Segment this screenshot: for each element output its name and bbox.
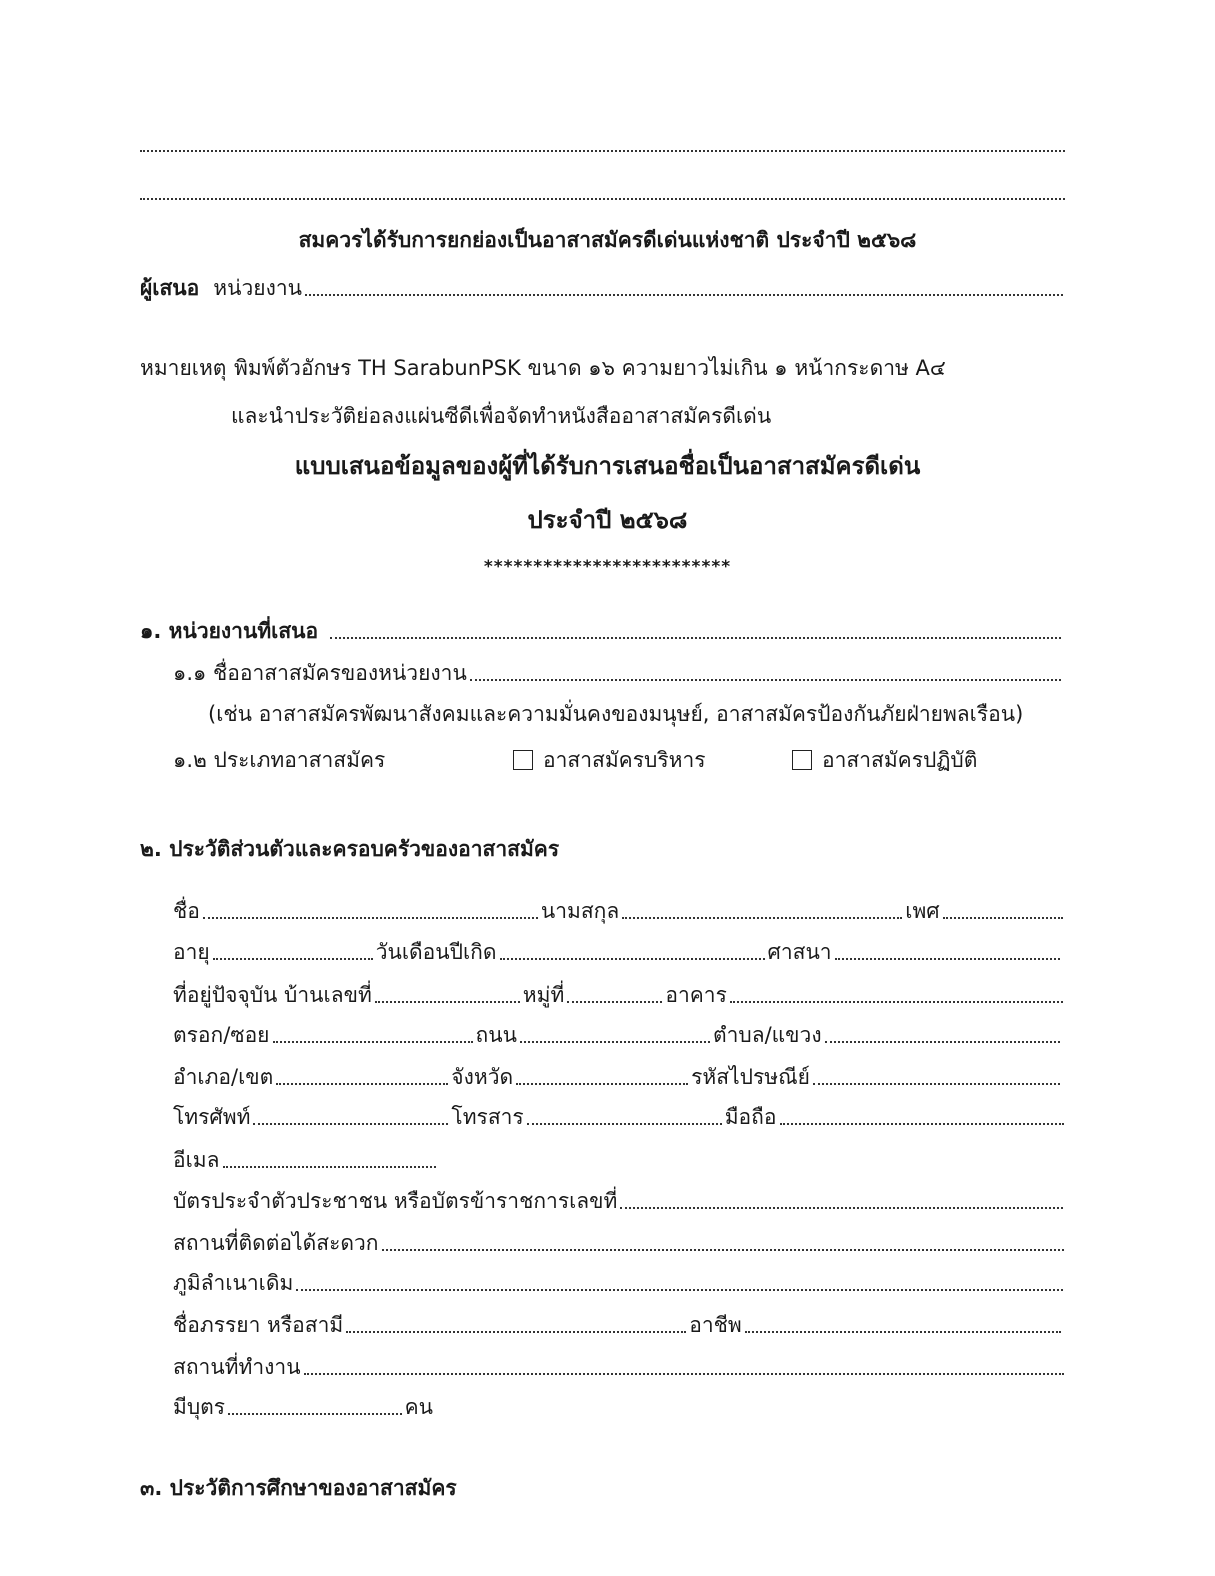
name-row [173, 897, 1066, 925]
honor-title: สมควรได้รับการยกย่องเป็นอาสาสมัครดีเด่นแห่งชาติ ประจำปี ๒๕๖๘ [298, 228, 917, 252]
soi-field[interactable] [273, 1041, 473, 1043]
contact-place-label: สถานที่ติดต่อได้สะดวก [173, 1231, 379, 1255]
religion-label: ศาสนา [767, 940, 832, 964]
house-number-label: ที่อยู่ปัจจุบัน บ้านเลขที่ [173, 983, 372, 1007]
hometown-field[interactable] [296, 1289, 1063, 1291]
age-field[interactable] [213, 958, 373, 960]
hometown-label: ภูมิลำเนาเดิม [173, 1271, 294, 1295]
volunteer-category-label: ๑.๒ ประเภทอาสาสมัคร [173, 748, 386, 772]
mobile-field[interactable] [780, 1123, 1064, 1125]
checkbox-practice[interactable] [792, 750, 812, 770]
birthdate-field[interactable] [500, 958, 765, 960]
email-label: อีเมล [173, 1148, 220, 1172]
volunteer-example-note: (เช่น อาสาสมัครพัฒนาสังคมและความมั่นคงของมนุษย์, อาสาสมัครป้องกันภัยฝ่ายพลเรือน) [208, 702, 1024, 726]
name-label: ชื่อ [173, 899, 200, 923]
workplace-row [173, 1353, 1067, 1381]
name-field[interactable] [203, 917, 538, 919]
note-line-2: และนำประวัติย่อลงแผ่นซีดีเพื่อจัดทำหนังสืออาสาสมัครดีเด่น [231, 404, 772, 428]
address-row [173, 981, 1066, 1009]
province-field[interactable] [516, 1083, 688, 1085]
moo-label: หมู่ที่ [522, 983, 565, 1007]
postcode-field[interactable] [813, 1083, 1060, 1085]
children-row [173, 1393, 433, 1421]
building-label: อาคาร [665, 983, 727, 1007]
option-admin-label: อาสาสมัครบริหาร [543, 748, 706, 772]
house-number-field[interactable] [375, 1001, 520, 1003]
id-card-label: บัตรประจำตัวประชาชน หรือบัตรข้าราชการเลขที่ [173, 1189, 618, 1213]
phone-label: โทรศัพท์ [173, 1105, 251, 1129]
form-title-line-2: ประจำปี ๒๕๖๘ [527, 506, 688, 534]
soi-label: ตรอก/ซอย [173, 1023, 270, 1047]
fax-label: โทรสาร [451, 1105, 524, 1129]
note-line-1: พิมพ์ตัวอักษร TH SarabunPSK ขนาด ๑๖ ความยาวไม่เกิน ๑ หน้ากระดาษ A๔ [234, 356, 946, 380]
proposer-row [140, 274, 1066, 302]
volunteer-type-name-field[interactable] [470, 679, 1061, 681]
postcode-label: รหัสไปรษณีย์ [691, 1065, 810, 1089]
surname-label: นามสกุล [540, 899, 620, 923]
spouse-label: ชื่อภรรยา หรือสามี [173, 1313, 344, 1337]
workplace-field[interactable] [304, 1373, 1064, 1375]
blank-line-2[interactable] [140, 198, 1065, 200]
province-label: จังหวัด [451, 1065, 514, 1089]
phone-row [173, 1103, 1067, 1131]
tambon-field[interactable] [825, 1041, 1060, 1043]
mobile-label: มือถือ [724, 1105, 777, 1129]
contact-place-field[interactable] [382, 1249, 1065, 1251]
proposer-label: ผู้เสนอ [140, 276, 200, 300]
moo-field[interactable] [567, 1001, 662, 1003]
email-row [173, 1146, 439, 1174]
section1-heading: ๑. หน่วยงานที่เสนอ [140, 619, 319, 643]
religion-field[interactable] [835, 958, 1060, 960]
road-field[interactable] [520, 1041, 710, 1043]
blank-line-1[interactable] [140, 150, 1065, 152]
occupation-field[interactable] [745, 1331, 1061, 1333]
stars-divider: ************************* [483, 557, 732, 577]
id-card-row [173, 1187, 1066, 1215]
option-admin-volunteer[interactable] [513, 746, 706, 774]
amphoe-label: อำเภอ/เขต [173, 1065, 274, 1089]
birthdate-label: วันเดือนปีเกิด [375, 940, 497, 964]
children-unit-label: คน [404, 1395, 433, 1419]
children-field[interactable] [228, 1413, 402, 1415]
checkbox-admin[interactable] [513, 750, 533, 770]
proposing-agency-field[interactable] [330, 637, 1061, 639]
amphoe-row [173, 1063, 1063, 1091]
volunteer-type-name-label: ๑.๑ ชื่ออาสาสมัครของหน่วยงาน [173, 661, 467, 685]
proposer-agency-label: หน่วยงาน [213, 276, 302, 300]
email-field[interactable] [223, 1166, 436, 1168]
option-practice-label: อาสาสมัครปฏิบัติ [822, 748, 978, 772]
age-row [173, 938, 1063, 966]
note-label: หมายเหตุ [140, 356, 227, 380]
occupation-label: อาชีพ [689, 1313, 742, 1337]
proposer-agency-field[interactable] [305, 294, 1063, 296]
section2-heading: ๒. ประวัติส่วนตัวและครอบครัวของอาสาสมัคร [140, 837, 560, 861]
contact-place-row [173, 1229, 1067, 1257]
spouse-row [173, 1311, 1064, 1339]
age-label: อายุ [173, 940, 210, 964]
building-field[interactable] [730, 1001, 1063, 1003]
amphoe-field[interactable] [276, 1083, 448, 1085]
option-practice-volunteer[interactable] [792, 746, 977, 774]
hometown-row [173, 1269, 1066, 1297]
section1-heading-row [140, 617, 1064, 645]
workplace-label: สถานที่ทำงาน [173, 1355, 301, 1379]
form-title-line-1: แบบเสนอข้อมูลของผู้ที่ได้รับการเสนอชื่อเป็นอาสาสมัครดีเด่น [294, 452, 921, 480]
phone-field[interactable] [253, 1123, 448, 1125]
sex-field[interactable] [943, 917, 1063, 919]
spouse-field[interactable] [346, 1331, 686, 1333]
children-label: มีบุตร [173, 1395, 226, 1419]
section3-heading: ๓. ประวัติการศึกษาของอาสาสมัคร [140, 1476, 457, 1500]
surname-field[interactable] [622, 917, 902, 919]
road-label: ถนน [475, 1023, 517, 1047]
soi-row [173, 1021, 1063, 1049]
tambon-label: ตำบล/แขวง [712, 1023, 822, 1047]
id-card-field[interactable] [620, 1207, 1063, 1209]
fax-field[interactable] [527, 1123, 722, 1125]
volunteer-name-row [173, 659, 1064, 687]
sex-label: เพศ [905, 899, 940, 923]
